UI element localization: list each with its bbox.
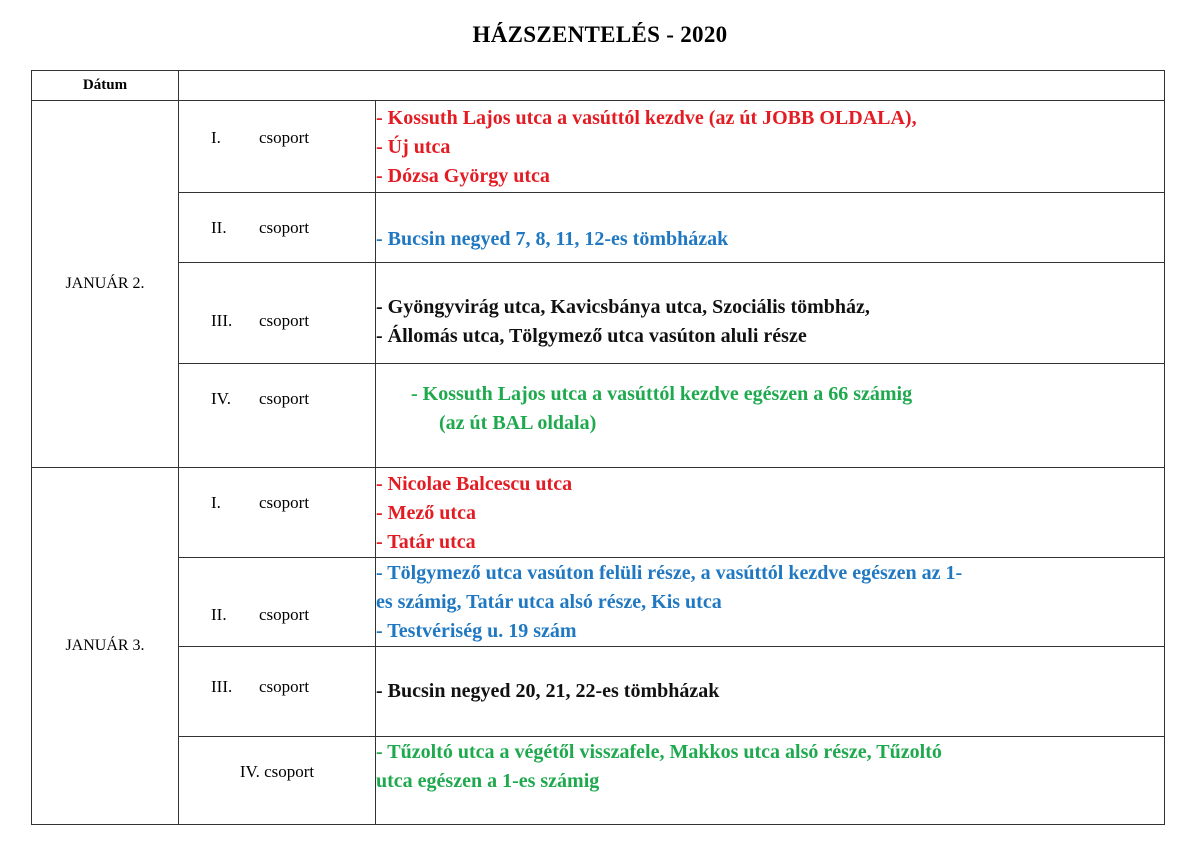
streets-cell: [376, 558, 1165, 647]
streets-cell: [376, 364, 1165, 468]
group-label: IV. csoport: [239, 762, 315, 781]
group-cell: [179, 558, 376, 647]
street-line: - Dózsa György utca: [376, 165, 550, 187]
group-cell: [179, 364, 376, 468]
table-row: [32, 737, 1165, 825]
group-cell: [179, 101, 376, 193]
group-number: I.: [211, 493, 221, 512]
document-title: HÁZSZENTELÉS - 2020: [472, 22, 728, 47]
table-row: [32, 647, 1165, 737]
streets-cell: [376, 193, 1165, 263]
streets-cell: [376, 468, 1165, 558]
date-column-header: Dátum: [32, 71, 179, 101]
group-word: csoport: [259, 605, 310, 624]
street-line: - Tatár utca: [376, 531, 476, 553]
streets-cell: [376, 737, 1165, 825]
street-line: utca egészen a 1-es számig: [376, 770, 600, 792]
table-row: [32, 558, 1165, 647]
street-line: - Kossuth Lajos utca a vasúttól kezdve egészen a 66 számig: [411, 383, 913, 405]
blank-header-cell: [179, 71, 1165, 101]
street-line: - Bucsin negyed 7, 8, 11, 12-es tömbházak: [376, 228, 729, 250]
street-line: - Nicolae Balcescu utca: [376, 473, 573, 495]
group-number: I.: [211, 128, 221, 147]
street-line: - Tölgymező utca vasúton felüli része, a vasúttól kezdve egészen az 1-: [376, 562, 963, 584]
group-number: III.: [211, 677, 233, 696]
group-cell: [179, 737, 376, 825]
group-word: csoport: [259, 389, 310, 408]
table-row: [32, 468, 1165, 558]
street-line: - Gyöngyvirág utca, Kavicsbánya utca, Szociális tömbház,: [376, 296, 870, 318]
group-number: IV.: [211, 389, 231, 408]
street-line: (az út BAL oldala): [439, 412, 597, 434]
street-line: - Bucsin negyed 20, 21, 22-es tömbházak: [376, 680, 720, 702]
group-cell: [179, 468, 376, 558]
street-line: - Kossuth Lajos utca a vasúttól kezdve (az út JOBB OLDALA),: [376, 107, 917, 129]
streets-cell: [376, 647, 1165, 737]
group-cell: [179, 263, 376, 364]
date-cell: JANUÁR 3.: [32, 468, 179, 825]
street-line: - Új utca: [376, 136, 451, 158]
street-line: - Testvériség u. 19 szám: [376, 620, 577, 642]
table-row: [32, 263, 1165, 364]
group-number: III.: [211, 311, 233, 330]
table-row: [32, 193, 1165, 263]
street-line: - Tűzoltó utca a végétől visszafele, Makkos utca alsó része, Tűzoltó: [376, 741, 942, 763]
street-line: - Állomás utca, Tölgymező utca vasúton aluli része: [376, 325, 807, 347]
group-word: csoport: [259, 218, 310, 237]
group-word: csoport: [259, 311, 310, 330]
group-cell: [179, 193, 376, 263]
group-word: csoport: [259, 128, 310, 147]
group-cell: [179, 647, 376, 737]
streets-cell: [376, 263, 1165, 364]
group-number: II.: [211, 605, 227, 624]
schedule-table: [31, 70, 1165, 825]
streets-cell: [376, 101, 1165, 193]
date-cell: JANUÁR 2.: [32, 101, 179, 468]
street-line: es számig, Tatár utca alsó része, Kis utca: [376, 591, 722, 613]
street-line: - Mező utca: [376, 502, 476, 524]
table-row: [32, 101, 1165, 193]
group-word: csoport: [259, 493, 310, 512]
group-word: csoport: [259, 677, 310, 696]
group-number: II.: [211, 218, 227, 237]
table-header-row: [32, 71, 1165, 101]
table-row: [32, 364, 1165, 468]
